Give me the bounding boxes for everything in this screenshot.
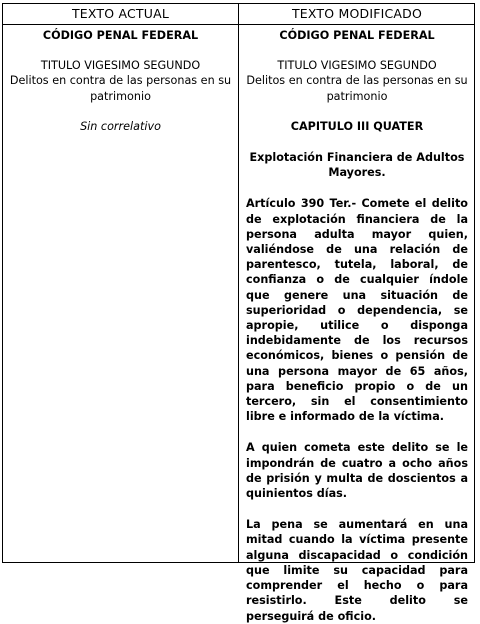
aggravation-paragraph: La pena se aumentará en una mitad cuando la víctima presente alguna discapacidad o condición que limite su capacidad para comprender el hecho o para resistirlo. Este delito se perseguirá de oficio. xyxy=(246,518,468,623)
header-modified-text: TEXTO MODIFICADO xyxy=(291,6,423,21)
left-subtitle: Delitos en contra de las personas en su patrimonio xyxy=(9,74,232,103)
header-divider xyxy=(3,24,474,25)
comparison-table xyxy=(2,3,475,623)
right-subtitle: Delitos en contra de las personas en su patrimonio xyxy=(246,74,468,103)
left-title: TITULO VIGESIMO SEGUNDO xyxy=(40,59,201,73)
left-code-title: CÓDIGO PENAL FEDERAL xyxy=(42,29,199,42)
header-current-text: TEXTO ACTUAL xyxy=(71,6,170,21)
column-divider xyxy=(238,4,239,562)
modified-text-column xyxy=(246,28,468,624)
article-paragraph: Artículo 390 Ter.- Comete el delito de explotación financiera de la persona adulta mayor quien, valiéndose de una relación de parentesco, tutela, laboral, de confianza o de cualquier índole que genere una situación de superioridad o dependencia, se apropie, utilice o disponga indebidamente de los recursos económicos, bienes o pensión de una persona mayor de 65 años, para beneficio propio o de un tercero, sin el consentimiento libre e informado de la víctima. xyxy=(246,197,468,424)
right-title: TITULO VIGESIMO SEGUNDO xyxy=(277,59,437,73)
right-chapter: CAPITULO III QUATER xyxy=(290,119,424,133)
right-chapter-name: Explotación Financiera de Adultos Mayores. xyxy=(249,151,465,180)
right-code-title: CÓDIGO PENAL FEDERAL xyxy=(279,29,435,42)
current-text-column xyxy=(3,28,238,134)
penalty-paragraph: A quien cometa este delito se le impondrán de cuatro a ocho años de prisión y multa de doscientos a quinientos días. xyxy=(246,441,468,501)
left-no-match: Sin correlativo xyxy=(80,119,161,133)
